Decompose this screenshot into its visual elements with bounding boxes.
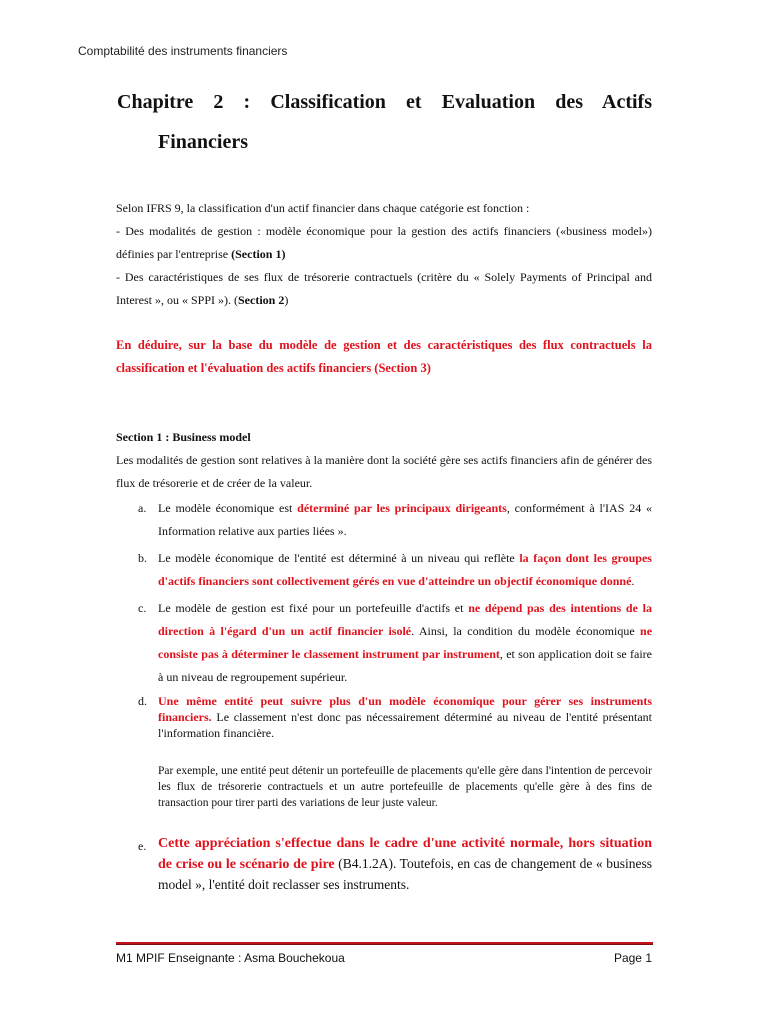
chapter-title-line2: Financiers bbox=[158, 131, 248, 153]
list-item-c bbox=[116, 597, 652, 689]
item-d-highlight: Une même entité peut suivre plus d'un modèle économique pour gérer ses instruments financiers. bbox=[158, 694, 652, 724]
list-item-a bbox=[116, 497, 652, 543]
list-item-d bbox=[116, 693, 652, 741]
section1-list bbox=[116, 497, 652, 741]
footer-rule bbox=[116, 942, 653, 945]
section1-intro: Les modalités de gestion sont relatives à la manière dont la société gère ses actifs financiers afin de générer des flux de trésorerie et de créer de la valeur. bbox=[116, 453, 652, 490]
running-header: Comptabilité des instruments financiers bbox=[78, 44, 288, 58]
list-marker: e. bbox=[138, 839, 147, 853]
item-b-highlight: la façon dont les groupes d'actifs financiers sont collectivement gérés en vue d'atteindre un objectif économique donné bbox=[158, 551, 652, 588]
item-b-text-2: . bbox=[631, 574, 635, 588]
item-d-text-1: Le classement n'est donc pas nécessairement déterminé au niveau de l'entité présentant l'information financière. bbox=[158, 710, 652, 740]
conclusion-paragraph: En déduire, sur la base du modèle de gestion et des caractéristiques des flux contractuels la classification et l'évaluation des actifs financiers (Section 3) bbox=[116, 338, 652, 375]
footer-author: M1 MPIF Enseignante : Asma Bouchekoua bbox=[116, 951, 345, 965]
intro-paragraph-2 bbox=[116, 220, 652, 266]
section1-list-continued bbox=[116, 833, 652, 895]
item-c-text-1: Le modèle de gestion est fixé pour un portefeuille d'actifs et bbox=[158, 601, 469, 615]
chapter-title-line1: Chapitre 2 : Classification et Evaluation des Actifs bbox=[117, 91, 652, 113]
item-e-text-1: (B4.1.2A). Toutefois, en cas de changement de « business model », l'entité doit reclasser ses instruments. bbox=[158, 856, 652, 892]
intro-p3-ref: Section 2 bbox=[238, 293, 285, 307]
list-marker: a. bbox=[138, 501, 147, 515]
footer-page-number: Page 1 bbox=[613, 951, 652, 965]
item-c-highlight-1: ne dépend pas des intentions de la direction à l'égard d'un un actif financier isolé bbox=[158, 601, 652, 638]
intro-p3-text: - Des caractéristiques de ses flux de trésorerie contractuels (critère du « Solely Payments of Principal and Interest », ou « SPPI »). ( bbox=[116, 270, 652, 307]
intro-p2-text: - Des modalités de gestion : modèle économique pour la gestion des actifs financiers («business model») définies par l'entreprise bbox=[116, 224, 652, 261]
intro-block bbox=[116, 197, 652, 312]
item-b-text-1: Le modèle économique de l'entité est déterminé à un niveau qui reflète bbox=[158, 551, 520, 565]
list-item-e bbox=[116, 833, 652, 895]
list-marker: d. bbox=[138, 694, 147, 708]
item-c-text-3: , et son application doit se faire à un niveau de regroupement supérieur. bbox=[158, 647, 652, 684]
intro-p2-ref: (Section 1) bbox=[231, 247, 286, 261]
chapter-title bbox=[117, 82, 652, 162]
item-e-highlight: Cette appréciation s'effectue dans le cadre d'une activité normale, hors situation de crise ou le scénario de pire bbox=[158, 836, 652, 872]
intro-paragraph-3 bbox=[116, 266, 652, 312]
item-a-highlight: déterminé par les principaux dirigeants bbox=[297, 501, 507, 515]
item-c-text-2: . Ainsi, la condition du modèle économique bbox=[411, 624, 641, 638]
section1-title: Section 1 : Business model bbox=[116, 430, 251, 444]
example-paragraph: Par exemple, une entité peut détenir un portefeuille de placements qu'elle gère dans l'intention de percevoir les flux de trésorerie contractuels et un autre portefeuille de placements qu'elle gère à des fins de transaction pour tirer parti des variations de leur juste valeur. bbox=[158, 765, 652, 809]
item-a-text-2: , conformément à l'IAS 24 « Information relative aux parties liées ». bbox=[158, 501, 652, 538]
list-item-b bbox=[116, 547, 652, 593]
list-marker: b. bbox=[138, 551, 147, 565]
section1-block bbox=[116, 426, 652, 895]
intro-paragraph-1: Selon IFRS 9, la classification d'un actif financier dans chaque catégorie est fonction : bbox=[116, 201, 530, 215]
item-a-text-1: Le modèle économique est bbox=[158, 501, 298, 515]
list-marker: c. bbox=[138, 601, 147, 615]
item-c-highlight-2: ne consiste pas à déterminer le classement instrument par instrument bbox=[158, 624, 653, 661]
intro-p3-end: ) bbox=[284, 293, 289, 307]
